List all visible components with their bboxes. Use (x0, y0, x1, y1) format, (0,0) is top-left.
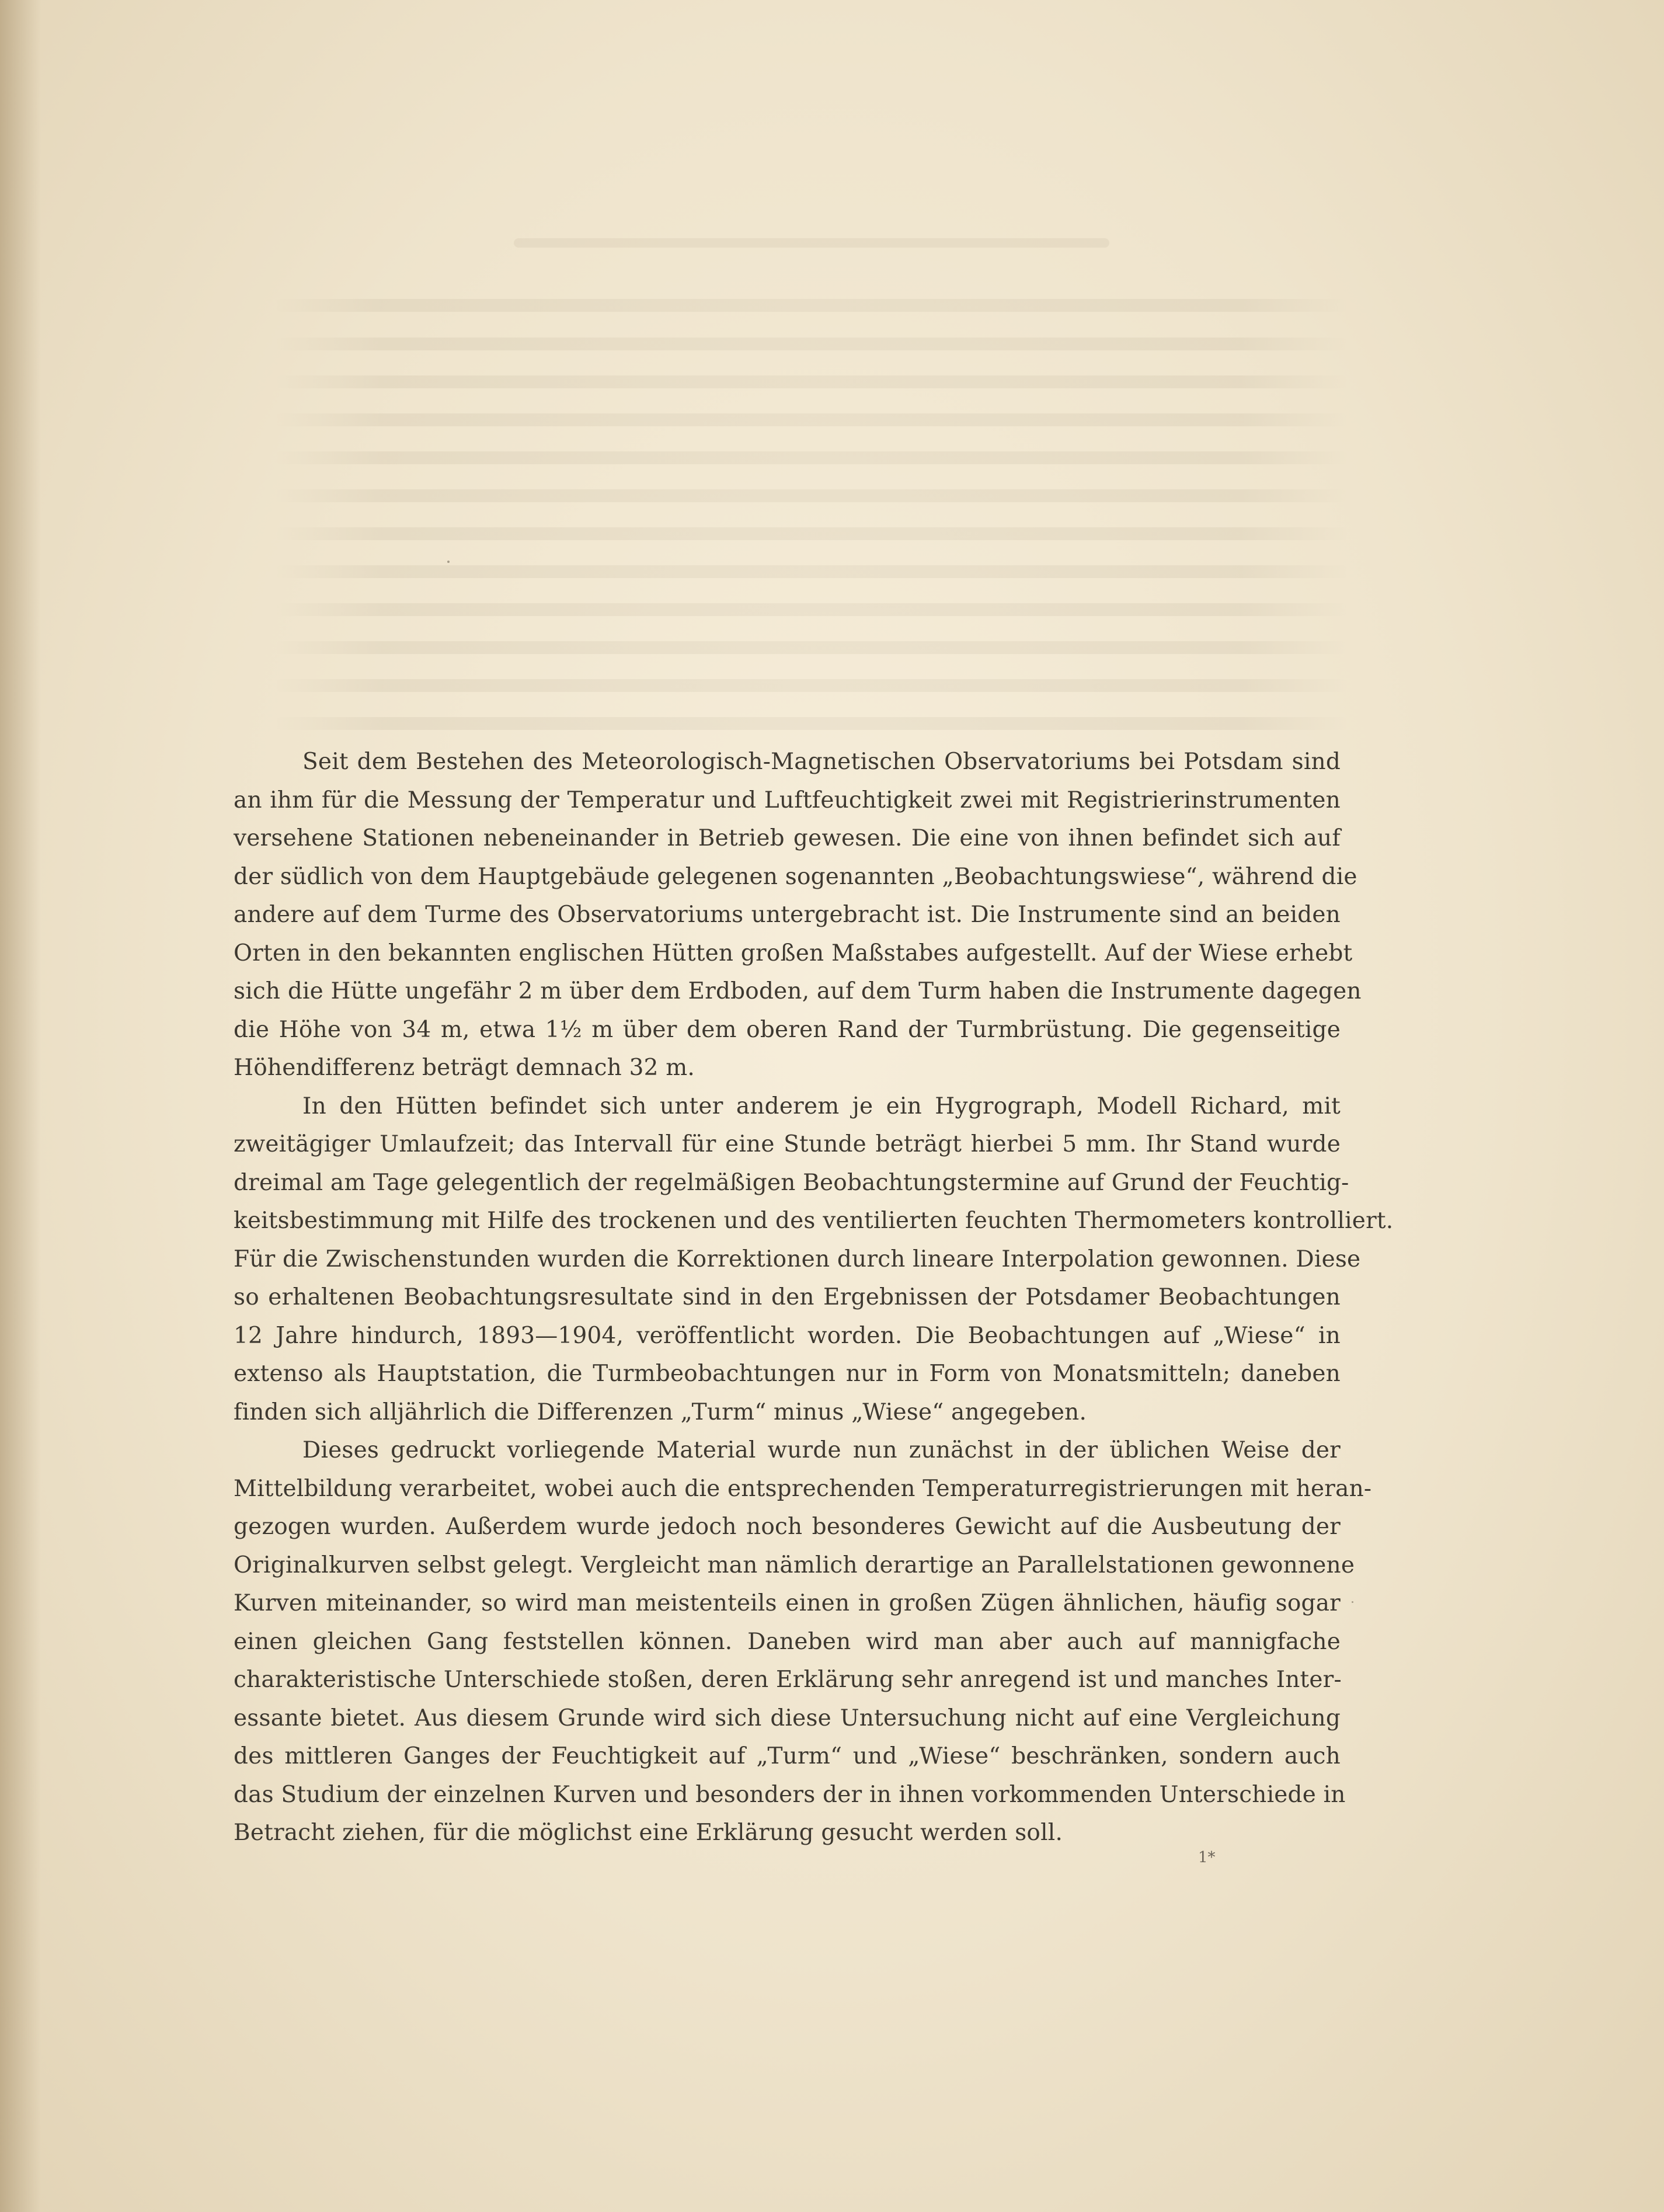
text-line: 12 Jahre hindurch, 1893—1904, veröffentlicht worden. Die Beobachtungen auf „Wiese“ in (234, 1322, 1341, 1349)
text-line: sich die Hütte ungefähr 2 m über dem Erdboden, auf dem Turm haben die Instrumente dagegen (234, 978, 1362, 1004)
text-line: andere auf dem Turme des Observatoriums untergebracht ist. Die Instrumente sind an beiden (234, 902, 1341, 928)
text-line: die Höhe von 34 m, etwa 1½ m über dem oberen Rand der Turmbrüstung. Die gegenseitige (234, 1016, 1341, 1043)
paragraph-3 (234, 1431, 1372, 1852)
text-line: keitsbestimmung mit Hilfe des trockenen und des ventilierten feuchten Thermometers kontrolliert. (234, 1208, 1394, 1234)
text-line: Seit dem Bestehen des Meteorologisch-Magnetischen Observatoriums bei Potsdam sind (302, 749, 1341, 775)
text-line: Für die Zwischenstunden wurden die Korrektionen durch lineare Interpolation gewonnen. Diese (234, 1246, 1361, 1272)
paper-speck (447, 561, 450, 563)
text-line: essante bietet. Aus diesem Grunde wird sich diese Untersuchung nicht auf eine Vergleichung (234, 1705, 1341, 1731)
text-line: an ihm für die Messung der Temperatur und Luftfeuchtigkeit zwei mit Registrierinstrumenten (234, 787, 1341, 813)
text-line: Orten in den bekannten englischen Hütten großen Maßstabes aufgestellt. Auf der Wiese erhebt (234, 940, 1353, 966)
text-line: zweitägiger Umlaufzeit; das Intervall für eine Stunde beträgt hierbei 5 mm. Ihr Stand wurde (234, 1131, 1341, 1157)
text-line: Dieses gedruckt vorliegende Material wurde nun zunächst in der üblichen Weise der (302, 1437, 1341, 1463)
text-line: Betracht ziehen, für die möglichst eine Erklärung gesucht werden soll. (234, 1820, 1063, 1846)
text-line: das Studium der einzelnen Kurven und besonders der in ihnen vorkommenden Unterschiede in (234, 1781, 1346, 1808)
text-line: dreimal am Tage gelegentlich der regelmäßigen Beobachtungstermine auf Grund der Feuchtig- (234, 1169, 1349, 1196)
signature-mark: 1* (1198, 1849, 1216, 1866)
text-line: In den Hütten befindet sich unter anderem je ein Hygrograph, Modell Richard, mit (302, 1093, 1341, 1119)
paper-speck (1352, 1601, 1353, 1603)
text-line: einen gleichen Gang feststellen können. Daneben wird man aber auch auf mannigfache (234, 1628, 1341, 1655)
page-gutter-shadow (0, 0, 41, 2212)
text-line: Mittelbildung verarbeitet, wobei auch die entsprechenden Temperaturregistrierungen mit heran- (234, 1475, 1372, 1502)
text-line: Höhendifferenz beträgt demnach 32 m. (234, 1055, 695, 1081)
text-line: so erhaltenen Beobachtungsresultate sind in den Ergebnissen der Potsdamer Beobachtungen (234, 1284, 1341, 1310)
text-line: charakteristische Unterschiede stoßen, deren Erklärung sehr anregend ist und manches Inter- (234, 1667, 1342, 1693)
paragraph-1 (234, 743, 1362, 1087)
bleed-through-header (514, 238, 1109, 248)
text-line: finden sich alljährlich die Differenzen „Turm“ minus „Wiese“ angegeben. (234, 1399, 1087, 1425)
text-line: Originalkurven selbst gelegt. Vergleicht man nämlich derartige an Parallelstationen gewonnene (234, 1552, 1355, 1578)
body-text (234, 743, 1394, 1852)
text-line: des mittleren Ganges der Feuchtigkeit auf „Turm“ und „Wiese“ beschränken, sondern auch (234, 1743, 1341, 1769)
paragraph-2 (234, 1087, 1394, 1432)
text-line: gezogen wurden. Außerdem wurde jedoch noch besonderes Gewicht auf die Ausbeutung der (234, 1514, 1341, 1540)
text-line: extenso als Hauptstation, die Turmbeobachtungen nur in Form von Monatsmitteln; daneben (234, 1361, 1341, 1387)
text-line: Kurven miteinander, so wird man meistenteils einen in großen Zügen ähnlichen, häufig sogar (234, 1590, 1341, 1616)
text-line: versehene Stationen nebeneinander in Betrieb gewesen. Die eine von ihnen befindet sich auf (234, 825, 1341, 851)
text-line: der südlich von dem Hauptgebäude gelegenen sogenannten „Beobachtungswiese“, während die (234, 863, 1357, 890)
